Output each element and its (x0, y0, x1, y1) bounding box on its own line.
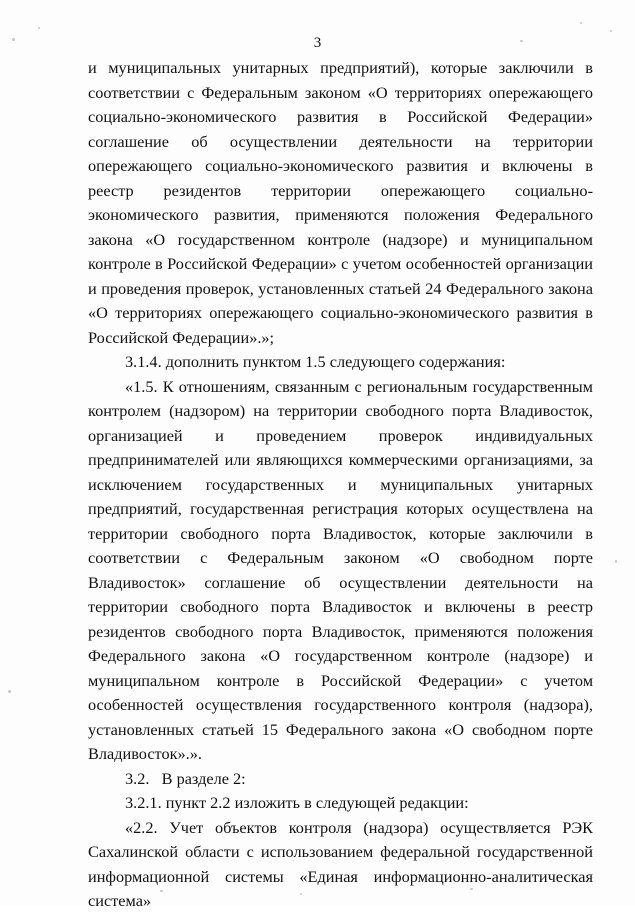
paragraph-continuation: и муниципальных унитарных предприятий), которые заключили в соответствии с Федеральным законом «О территориях опережающего социально-экономического развития в Российской Федерации» соглашение об осуществлении деятельности на территории опережающего социально-экономического развития и включены в реестр резидентов территории опережающего социально-экономического развития, применяются положения Федерального закона «О государственном контроле (надзоре) и муниципальном контроле в Российской Федерации» с учетом особенностей организации и проведения проверок, установленных статьей 24 Федерального закона «О территориях опережающего социально-экономического развития в Российской Федерации».»; (88, 58, 593, 347)
scan-speck (8, 690, 11, 693)
paragraph-3-2-1: 3.2.1. пункт 2.2 изложить в следующей редакции: (125, 793, 469, 812)
scan-speck (580, 22, 582, 24)
page-number: 3 (313, 35, 322, 51)
scan-speck (520, 40, 523, 42)
paragraph-3-1-4: 3.1.4. дополнить пунктом 1.5 следующего содержания: (125, 352, 506, 371)
document-body (88, 56, 593, 914)
scan-speck (38, 27, 40, 29)
scan-speck (470, 888, 473, 890)
scan-speck (300, 893, 302, 895)
scan-speck (610, 30, 612, 32)
scan-speck (160, 890, 163, 892)
paragraph-2-2: «2.2. Учет объектов контроля (надзора) осуществляется РЭК Сахалинской области с использованием федеральной государственной информационной системы «Единая информационно-аналитическая система» (88, 817, 593, 910)
scan-speck (12, 38, 15, 41)
scan-speck (615, 560, 617, 563)
paragraph-1-5: «1.5. К отношениям, связанным с региональным государственным контролем (надзором) на территории свободного порта Владивосток, организацией и проведением проверок индивидуальных предпринимателей или являющихся коммерческими организациями, за исключением государственных и муниципальных унитарных предприятий, государственная регистрация которых осуществлена на территории свободного порта Владивосток, которые заключили в соответствии с Федеральным законом «О свободном порте Владивосток» соглашение об осуществлении деятельности на территории свободного порта Владивосток и включены в реестр резидентов свободного порта Владивосток, применяются положения Федерального закона «О государственном контроле (надзоре) и муниципальном контроле в Российской Федерации» с учетом особенностей осуществления государственного контроля (надзора), установленных статьей 15 Федерального закона «О свободном порте Владивосток».». (88, 376, 593, 763)
paragraph-3-2: 3.2. В разделе 2: (125, 768, 246, 788)
